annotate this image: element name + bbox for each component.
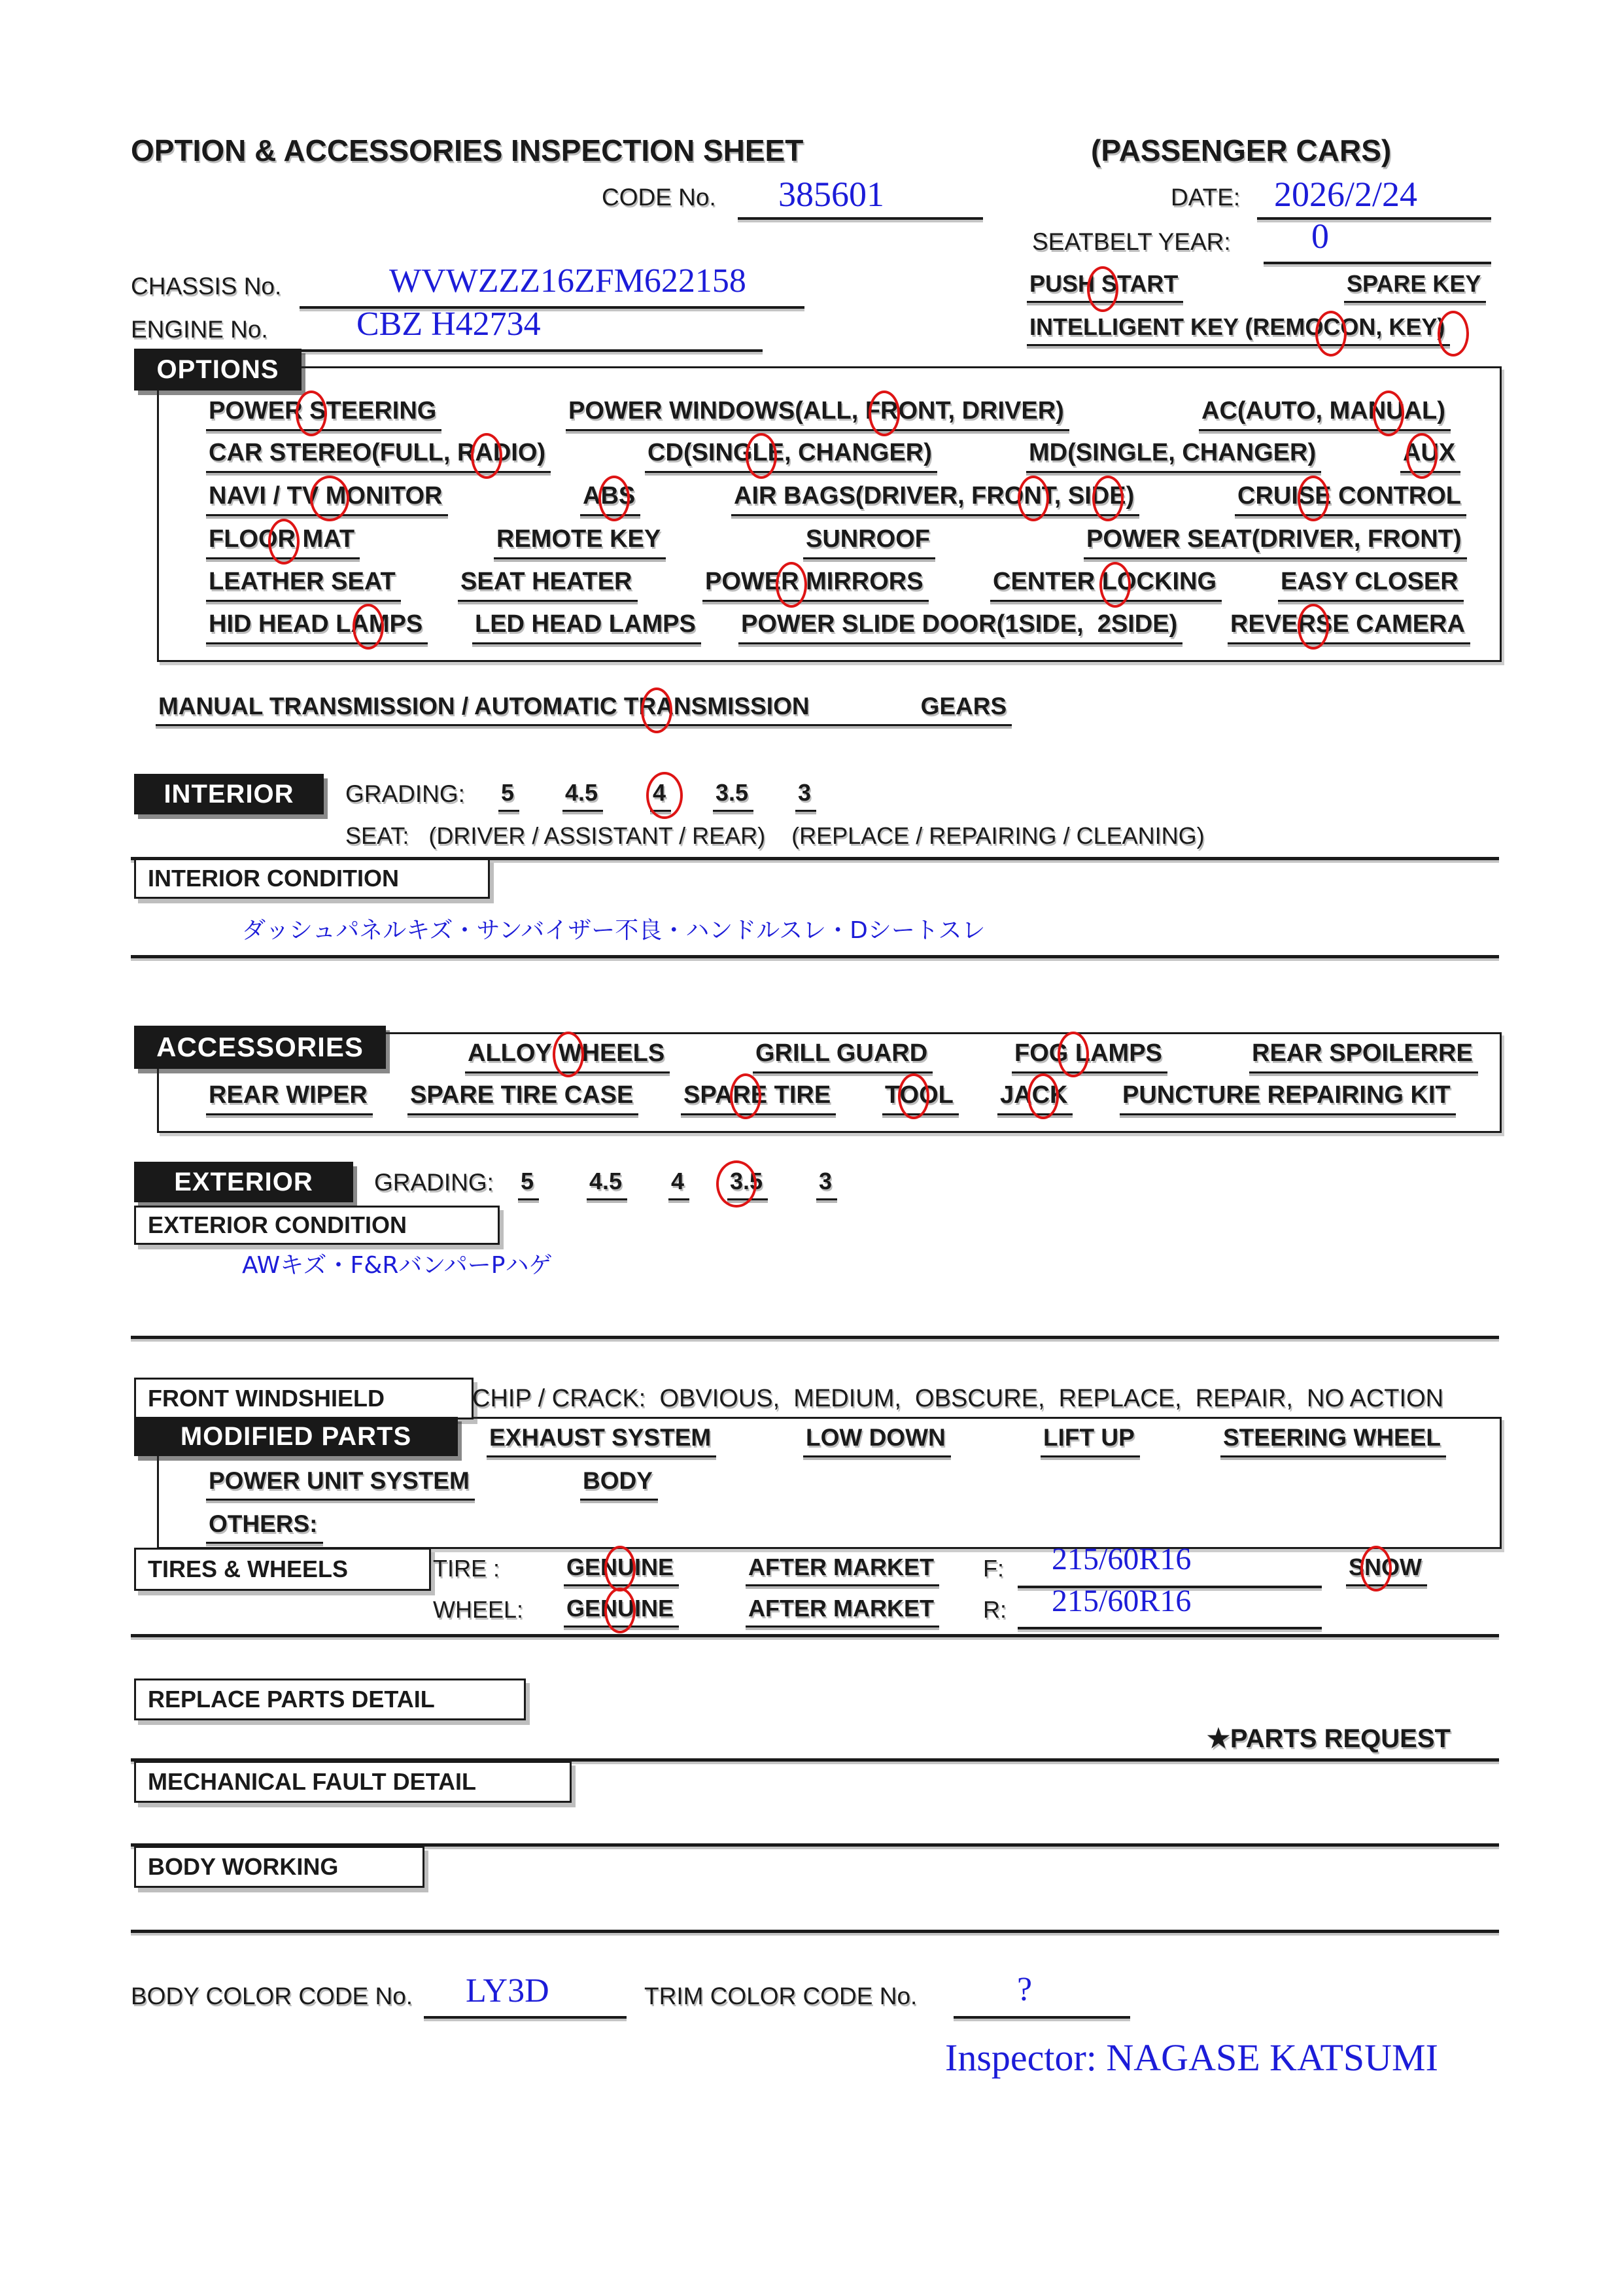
option-power-steering: POWER STEERING — [206, 398, 441, 431]
accessory-tool: TOOL — [882, 1082, 959, 1115]
windshield-chip-line: CHIP / CRACK: OBVIOUS, MEDIUM, OBSCURE, REPLACE, REPAIR, NO ACTION — [472, 1385, 1444, 1412]
red-circle-alloy-wheels — [553, 1032, 584, 1077]
body-color-label: BODY COLOR CODE No. — [131, 1983, 413, 2009]
accessory-fog-lamps: FOG LAMPS — [1012, 1040, 1167, 1073]
modified-lift-up: LIFT UP — [1041, 1425, 1140, 1457]
red-circle-automatic-transmission — [641, 687, 672, 733]
exterior-grading-label: GRADING: — [374, 1169, 494, 1196]
interior-grade-4: 4 — [650, 780, 671, 812]
option-seat-heater: SEAT HEATER — [458, 568, 638, 602]
option-power-windows: POWER WINDOWS(ALL, FRONT, DRIVER) — [566, 398, 1069, 431]
transmission-label: MANUAL TRANSMISSION / AUTOMATIC TRANSMISSION — [158, 693, 810, 720]
engine-underline — [285, 349, 763, 352]
option-navi-tv-monitor: NAVI / TV MONITOR — [206, 483, 448, 516]
interior-condition-title: INTERIOR CONDITION — [134, 858, 490, 899]
red-circle-push-start — [1087, 266, 1118, 312]
engine-label: ENGINE No. — [131, 316, 268, 343]
engine-value: CBZ H42734 — [356, 305, 541, 343]
accessory-alloy-wheels: ALLOY WHEELS — [465, 1040, 670, 1073]
red-circle-cruise-control — [1298, 476, 1329, 521]
exterior-grade-5: 5 — [518, 1168, 539, 1200]
date-label: DATE: — [1171, 184, 1241, 211]
trim-color-label: TRIM COLOR CODE No. — [644, 1983, 918, 2009]
red-circle-floor-mat — [268, 519, 300, 565]
replace-parts-detail-title: REPLACE PARTS DETAIL — [134, 1679, 526, 1720]
option-power-seat: POWER SEAT(DRIVER, FRONT) — [1084, 526, 1467, 559]
tire-after-market: AFTER MARKET — [746, 1554, 939, 1586]
tire-front-label: F: — [983, 1555, 1004, 1582]
option-easy-closer: EASY CLOSER — [1278, 568, 1464, 602]
modified-steering-wheel: STEERING WHEEL — [1220, 1425, 1446, 1457]
option-ac: AC(AUTO, MANUAL) — [1199, 398, 1451, 431]
interior-condition-note: ダッシュパネルキズ・サンバイザー不良・ハンドルスレ・Dシートスレ — [242, 917, 986, 944]
divider-interior-bottom — [131, 955, 1499, 958]
option-abs: ABS — [580, 483, 640, 516]
spare-key-item: SPARE KEY — [1344, 271, 1486, 303]
interior-title: INTERIOR — [134, 774, 324, 814]
option-cd: CD(SINGLE, CHANGER) — [645, 440, 937, 473]
red-circle-navi-tv — [310, 476, 349, 521]
body-working-title: BODY WORKING — [134, 1846, 424, 1888]
interior-grade-5: 5 — [498, 780, 519, 812]
exterior-condition-title: EXTERIOR CONDITION — [134, 1206, 500, 1245]
accessory-puncture-repairing-kit: PUNCTURE REPAIRING KIT — [1120, 1082, 1456, 1115]
red-circle-power-windows-front — [869, 391, 900, 436]
red-circle-power-steering — [296, 391, 327, 436]
option-remote-key: REMOTE KEY — [494, 526, 666, 559]
wheel-rear-underline — [1018, 1627, 1322, 1629]
red-circle-spare-tire — [730, 1073, 761, 1119]
modified-body: BODY — [580, 1468, 658, 1501]
red-circle-tire-genuine — [604, 1546, 636, 1592]
interior-grading-label: GRADING: — [345, 780, 465, 807]
red-circle-hid-head-lamps — [353, 604, 384, 650]
divider-body-working — [131, 1930, 1499, 1933]
seatbelt-year-value: 0 — [1311, 217, 1329, 256]
wheel-genuine: GENUINE — [564, 1595, 679, 1627]
accessory-rear-spoilerre: REAR SPOILERRE — [1249, 1040, 1478, 1073]
red-circle-ac-manual — [1373, 391, 1404, 436]
red-circle-aux — [1406, 433, 1438, 479]
red-circle-power-mirrors — [776, 562, 807, 608]
exterior-grade-3: 3 — [816, 1168, 837, 1200]
interior-grade-3-5: 3.5 — [713, 780, 753, 812]
divider-exterior-bottom — [131, 1336, 1499, 1339]
modified-others-label: OTHERS: — [206, 1511, 323, 1544]
option-power-mirrors: POWER MIRRORS — [702, 568, 929, 602]
interior-grade-3: 3 — [795, 780, 816, 812]
wheel-after-market: AFTER MARKET — [746, 1595, 939, 1627]
modified-parts-title: MODIFIED PARTS — [134, 1417, 458, 1456]
accessories-title: ACCESSORIES — [134, 1026, 386, 1069]
body-color-value: LY3D — [466, 1972, 549, 2009]
body-color-underline — [424, 2016, 627, 2019]
wheel-label: WHEEL: — [433, 1596, 524, 1623]
option-cruise-control: CRUISE CONTROL — [1235, 483, 1466, 516]
red-circle-wheel-genuine — [604, 1588, 636, 1633]
page-subtitle: (PASSENGER CARS) — [1091, 133, 1392, 167]
push-start-item: PUSH START — [1027, 271, 1183, 303]
date-underline — [1257, 217, 1491, 220]
red-circle-tool — [898, 1073, 929, 1119]
exterior-grade-3-5: 3.5 — [727, 1168, 768, 1200]
red-circle-cd-single — [746, 433, 777, 479]
tire-genuine: GENUINE — [564, 1554, 679, 1586]
red-circle-abs — [598, 476, 630, 521]
page-title: OPTION & ACCESSORIES INSPECTION SHEET — [131, 133, 804, 167]
parts-request-label: ★PARTS REQUEST — [1207, 1724, 1451, 1753]
exterior-grade-4: 4 — [668, 1168, 689, 1200]
seatbelt-year-label: SEATBELT YEAR: — [1032, 228, 1231, 255]
gears-label: GEARS — [920, 693, 1007, 720]
option-leather-seat: LEATHER SEAT — [206, 568, 401, 602]
option-floor-mat: FLOOR MAT — [206, 526, 360, 559]
modified-exhaust-system: EXHAUST SYSTEM — [487, 1425, 716, 1457]
red-circle-car-stereo-radio — [471, 433, 502, 479]
option-md: MD(SINGLE, CHANGER) — [1026, 440, 1321, 473]
accessory-rear-wiper: REAR WIPER — [206, 1082, 373, 1115]
red-circle-air-bags-side — [1092, 476, 1124, 521]
option-hid-head-lamps: HID HEAD LAMPS — [206, 611, 428, 644]
option-sunroof: SUNROOF — [803, 526, 935, 559]
red-circle-intelligent-key-remocon — [1315, 311, 1347, 357]
red-circle-reverse-camera — [1298, 604, 1329, 650]
interior-seat-line: SEAT: (DRIVER / ASSISTANT / REAR) (REPLACE / REPAIRING / CLEANING) — [345, 822, 1205, 849]
red-circle-jack — [1027, 1073, 1059, 1119]
option-air-bags: AIR BAGS(DRIVER, FRONT, SIDE) — [731, 483, 1139, 516]
red-circle-interior-grade-4 — [646, 772, 683, 819]
interior-grade-4-5: 4.5 — [562, 780, 603, 812]
chassis-value: WVWZZZ16ZFM622158 — [389, 262, 746, 300]
wheel-rear-size: 215/60R16 — [1052, 1584, 1192, 1618]
red-circle-air-bags-front — [1018, 476, 1049, 521]
tire-snow: SNOW — [1346, 1554, 1427, 1586]
option-car-stereo: CAR STEREO(FULL, RADIO) — [206, 440, 551, 473]
option-aux: AUX — [1400, 440, 1460, 473]
tires-wheels-title: TIRES & WHEELS — [134, 1548, 431, 1591]
modified-low-down: LOW DOWN — [803, 1425, 951, 1457]
accessory-spare-tire-case: SPARE TIRE CASE — [407, 1082, 638, 1115]
option-power-slide-door: POWER SLIDE DOOR(1SIDE, 2SIDE) — [738, 611, 1182, 644]
seatbelt-underline — [1264, 262, 1491, 264]
code-underline — [738, 217, 983, 220]
exterior-condition-note: AWキズ・F&RバンパーPハゲ — [242, 1252, 553, 1279]
red-circle-exterior-grade-3-5 — [716, 1160, 757, 1208]
exterior-title: EXTERIOR — [134, 1162, 353, 1202]
accessory-grill-guard: GRILL GUARD — [753, 1040, 933, 1073]
tire-front-size: 215/60R16 — [1052, 1542, 1192, 1576]
wheel-rear-label: R: — [983, 1596, 1007, 1623]
accessory-jack: JACK — [997, 1082, 1073, 1115]
chassis-label: CHASSIS No. — [131, 273, 282, 300]
front-windshield-title: FRONT WINDSHIELD — [134, 1378, 474, 1419]
red-circle-snow — [1360, 1546, 1392, 1592]
exterior-grade-4-5: 4.5 — [587, 1168, 627, 1200]
options-title: OPTIONS — [134, 349, 302, 391]
modified-power-unit-system: POWER UNIT SYSTEM — [206, 1468, 475, 1501]
date-value: 2026/2/24 — [1274, 175, 1418, 214]
intelligent-key-item: INTELLIGENT KEY (REMOCON, KEY) — [1027, 314, 1450, 346]
divider-tires-bottom — [131, 1634, 1499, 1637]
red-circle-center-locking — [1099, 562, 1131, 608]
trim-color-underline — [954, 2016, 1130, 2019]
red-circle-intelligent-key-key — [1438, 311, 1469, 357]
trim-color-value: ? — [1017, 1971, 1033, 2008]
option-center-locking: CENTER LOCKING — [990, 568, 1222, 602]
red-circle-fog-lamps — [1058, 1032, 1089, 1077]
code-value: 385601 — [778, 175, 884, 214]
inspector-signature: Inspector: NAGASE KATSUMI — [945, 2036, 1438, 2079]
option-reverse-camera: REVERSE CAMERA — [1228, 611, 1470, 644]
mechanical-fault-detail-title: MECHANICAL FAULT DETAIL — [134, 1761, 572, 1803]
accessory-spare-tire: SPARE TIRE — [681, 1082, 836, 1115]
transmission-line — [156, 693, 1012, 726]
code-label: CODE No. — [602, 184, 716, 211]
option-led-head-lamps: LED HEAD LAMPS — [472, 611, 701, 644]
tire-label: TIRE : — [433, 1555, 500, 1582]
